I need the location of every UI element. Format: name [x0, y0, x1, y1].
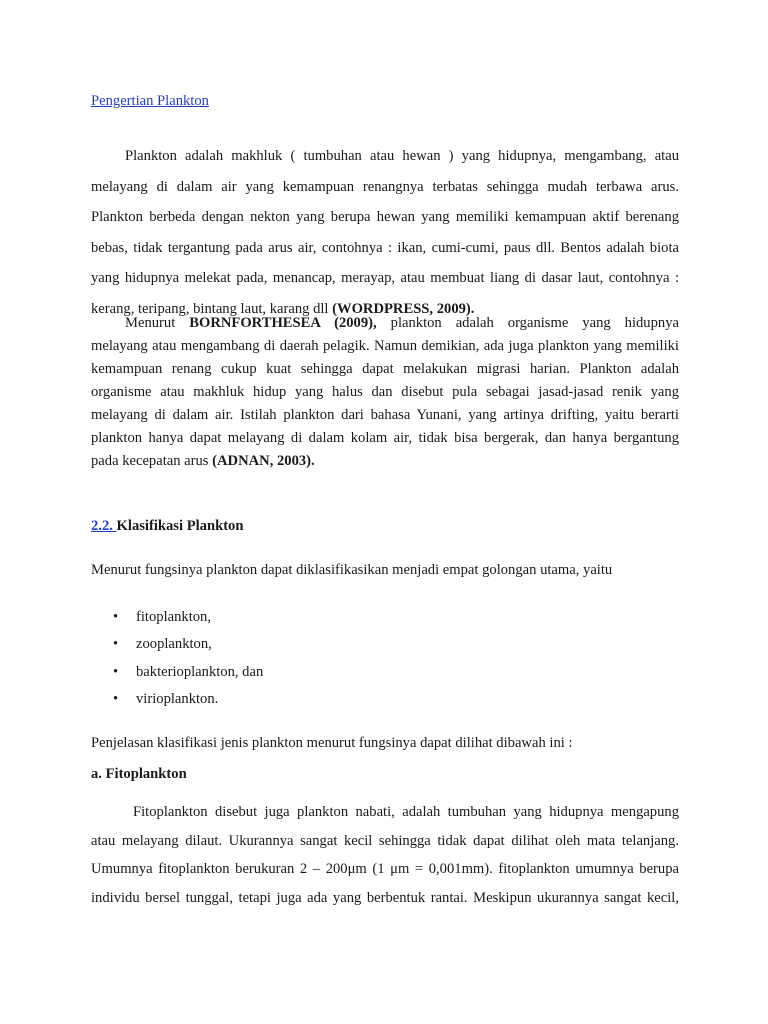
paragraph-line: atau melayang dilaut. Ukurannya sangat kecil sehingga tidak dapat dilihat oleh mata telanjang. — [91, 832, 679, 849]
heading-link-pengertian-plankton[interactable]: Pengertian Plankton — [91, 93, 209, 109]
subheading-fitoplankton: a. Fitoplankton — [91, 766, 187, 782]
paragraph-pengertian — [91, 141, 679, 324]
citation-adnan: (ADNAN, 2003). — [212, 453, 315, 469]
paragraph-line: bebas, tidak tergantung pada arus air, contohnya : ikan, cumi-cumi, paus dll. Bentos adalah biota — [91, 239, 679, 256]
list-item — [91, 634, 263, 661]
paragraph-text: pada kecepatan arus — [91, 453, 213, 469]
paragraph-fitoplankton — [91, 798, 679, 912]
citation-wordpress: (WORDPRESS, 2009). — [332, 300, 475, 317]
list-item-text: fitoplankton, — [136, 609, 211, 625]
intro-text: Menurut fungsinya plankton dapat diklasifikasikan menjadi empat golongan utama, yaitu — [91, 562, 613, 578]
paragraph-line: individu bersel tunggal, tetapi juga ada yang berbentuk rantai. Meskipun ukurannya sangat kecil, — [91, 889, 679, 906]
bullet-list — [91, 607, 263, 716]
list-item — [91, 689, 263, 716]
paragraph-bornforthesea — [91, 312, 679, 473]
bullet-icon: • — [113, 636, 119, 653]
explanation-text: Penjelasan klasifikasi jenis plankton menurut fungsinya dapat dilihat dibawah ini : — [91, 735, 573, 751]
paragraph-line: organisme atau makhluk hidup yang halus dan disebut pula sebagai jasad-jasad renik yang — [91, 384, 679, 400]
paragraph-text: Menurut — [125, 315, 190, 331]
paragraph-line: Fitoplankton disebut juga plankton nabati, adalah tumbuhan yang hidupnya mengapung — [133, 804, 679, 820]
paragraph-text: plankton adalah organisme yang hidupnya — [376, 315, 679, 331]
paragraph-text: kerang, teripang, bintang laut, karang dll — [91, 300, 333, 317]
list-item — [91, 662, 263, 689]
paragraph-line: Umumnya fitoplankton berukuran 2 – 200μm (1 μm = 0,001mm). fitoplankton umumnya berupa — [91, 861, 679, 877]
list-item-text: zooplankton, — [136, 636, 212, 653]
bullet-icon: • — [113, 663, 119, 680]
paragraph-line: melayang di dalam air yang kemampuan renangnya terbatas sehingga mudah terbawa arus. — [91, 178, 679, 195]
bullet-icon: • — [113, 690, 119, 707]
section-heading-klasifikasi — [91, 518, 243, 535]
paragraph-line: Plankton berbeda dengan nekton yang berupa hewan yang memiliki kemampuan aktif berenang — [91, 209, 679, 225]
section-number-link[interactable]: 2.2. — [91, 518, 117, 534]
paragraph-line: Plankton adalah makhluk ( tumbuhan atau hewan ) yang hidupnya, mengambang, atau — [125, 148, 679, 164]
list-item — [91, 607, 263, 634]
paragraph-line: plankton hanya dapat melayang di dalam kolam air, tidak bisa bergerak, dan hanya bergantung — [91, 430, 679, 446]
paragraph-line: kemampuan renang cukup kuat sehingga dapat melakukan migrasi harian. Plankton adalah — [91, 361, 679, 377]
citation-bornforthesea: BORNFORTHESEA (2009), — [189, 315, 377, 331]
paragraph-line: melayang atau mengambang di daerah pelagik. Namun demikian, ada juga plankton yang memiliki — [91, 338, 679, 354]
list-item-text: virioplankton. — [136, 690, 219, 707]
paragraph-line — [91, 312, 679, 335]
paragraph-line: yang hidupnya melekat pada, menancap, merayap, atau membuat liang di dasar laut, contohnya : — [91, 270, 679, 286]
list-item-text: bakterioplankton, dan — [136, 663, 264, 680]
paragraph-line — [91, 450, 679, 473]
bullet-icon: • — [113, 609, 119, 625]
paragraph-line: melayang di dalam air. Istilah plankton dari bahasa Yunani, yang artinya drifting, yaitu berarti — [91, 407, 679, 423]
section-title: Klasifikasi Plankton — [116, 518, 244, 534]
